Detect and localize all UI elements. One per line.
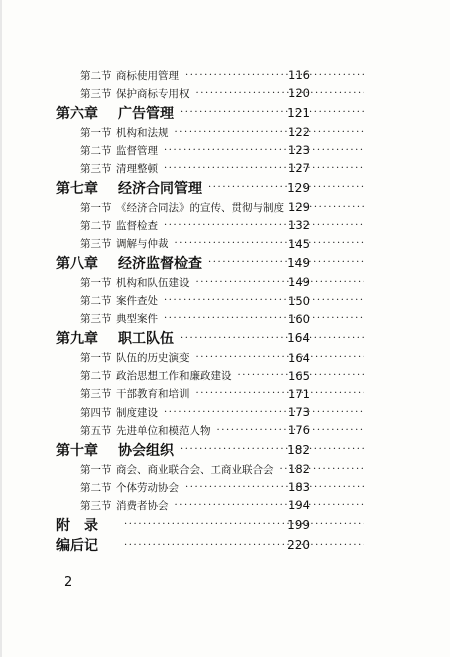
section-number: 第三节 [80,388,112,401]
dot-leader [164,163,364,174]
section-title: 监督检查 [116,219,158,232]
section-title: 保护商标专用权 [116,87,190,100]
section-title: 干部教育和培训 [116,388,190,401]
section-title: 《经济合同法》的宣传、贯彻与制度 [116,201,284,214]
page-ref: 145 [288,236,310,251]
page-ref: 176 [288,423,310,438]
section-title: 案件查处 [116,295,158,308]
page-ref: 129 [288,200,310,215]
page-ref: 183 [288,480,310,495]
toc-chapter-row [0,178,370,199]
chapter-title: 经济合同管理 [118,180,202,197]
page-ref: 122 [288,125,310,140]
section-title: 机构和法规 [116,126,169,139]
toc-section-row [0,496,370,514]
toc-section-row [0,198,370,216]
section-title: 机构和队伍建设 [116,276,190,289]
chapter-number: 编后记 [56,538,98,555]
dot-leader [124,519,364,530]
dot-leader [164,220,364,231]
section-number: 第一节 [80,463,112,476]
toc-section-row [0,460,370,478]
toc-section-row [0,385,370,403]
chapter-title: 职工队伍 [118,331,174,348]
page-ref: 199 [287,517,310,532]
toc-chapter-row [0,439,370,460]
toc-section-row [0,478,370,496]
page-ref: 123 [288,143,310,158]
page-ref: 194 [288,498,310,513]
section-title: 消费者协会 [116,499,169,512]
page-ref: 173 [288,405,310,420]
table-of-contents [0,66,450,556]
page-ref: 149 [287,255,310,270]
toc-section-row [0,421,370,439]
chapter-number: 第十章 [56,442,98,459]
section-title: 制度建设 [116,406,158,419]
page-ref: 150 [288,293,310,308]
page-ref: 171 [288,386,310,401]
page-number: 2 [64,575,73,590]
toc-section-row [0,66,370,84]
section-number: 第三节 [80,238,112,251]
section-number: 第三节 [80,313,112,326]
toc-section-row [0,348,370,366]
dot-leader [124,540,364,551]
section-title: 个体劳动协会 [116,481,179,494]
chapter-number: 第八章 [56,255,98,272]
page-ref: 149 [288,275,310,290]
section-number: 第二节 [80,219,112,232]
section-title: 队伍的历史演变 [116,352,190,365]
section-number: 第二节 [80,69,112,82]
section-number: 第四节 [80,406,112,419]
section-title: 典型案件 [116,313,158,326]
section-title: 调解与仲裁 [116,238,169,251]
dot-leader [164,407,364,418]
section-number: 第一节 [80,201,112,214]
section-number: 第五节 [80,424,112,437]
chapter-number: 第七章 [56,180,98,197]
toc-chapter-row [0,535,370,556]
page-ref: 164 [287,331,310,346]
page-ref: 120 [288,86,310,101]
section-title: 政治思想工作和廉政建设 [116,370,232,383]
chapter-number: 第六章 [56,105,98,122]
toc-chapter-row [0,328,370,349]
toc-chapter-row [0,102,370,123]
dot-leader [164,145,364,156]
section-title: 清理整顿 [116,162,158,175]
toc-section-row [0,235,370,253]
toc-section-row [0,141,370,159]
section-title: 先进单位和模范人物 [116,424,211,437]
section-number: 第二节 [80,370,112,383]
toc-section-row [0,291,370,309]
section-title: 商会、商业联合会、工商业联合会 [116,463,274,476]
toc-section-row [0,216,370,234]
section-number: 第三节 [80,162,112,175]
toc-section-row [0,273,370,291]
section-number: 第三节 [80,87,112,100]
toc-section-row [0,84,370,102]
chapter-title: 经济监督检查 [118,255,202,272]
dot-leader [164,295,364,306]
page-ref: 164 [288,350,310,365]
toc-section-row [0,123,370,141]
toc-chapter-row [0,515,370,536]
page-ref: 129 [287,180,310,195]
page-ref: 132 [288,218,310,233]
section-number: 第二节 [80,144,112,157]
section-number: 第一节 [80,276,112,289]
toc-chapter-row [0,253,370,274]
page-ref: 165 [288,368,310,383]
page-ref: 182 [288,462,310,477]
page-ref: 160 [288,311,310,326]
toc-section-row [0,159,370,177]
section-number: 第三节 [80,499,112,512]
section-number: 第一节 [80,352,112,365]
page-ref: 182 [287,442,310,457]
toc-section-row [0,367,370,385]
section-number: 第二节 [80,295,112,308]
page-ref: 116 [288,68,310,83]
page-ref: 127 [288,161,310,176]
chapter-title: 协会组织 [118,442,174,459]
toc-section-row [0,403,370,421]
section-title: 商标使用管理 [116,69,179,82]
section-title: 监督管理 [116,144,158,157]
chapter-number: 附 录 [56,517,98,534]
dot-leader [164,313,364,324]
section-number: 第二节 [80,481,112,494]
page-ref: 121 [287,105,310,120]
chapter-title: 广告管理 [118,105,174,122]
section-number: 第一节 [80,126,112,139]
page-ref: 220 [287,538,310,553]
chapter-number: 第九章 [56,331,98,348]
toc-section-row [0,310,370,328]
